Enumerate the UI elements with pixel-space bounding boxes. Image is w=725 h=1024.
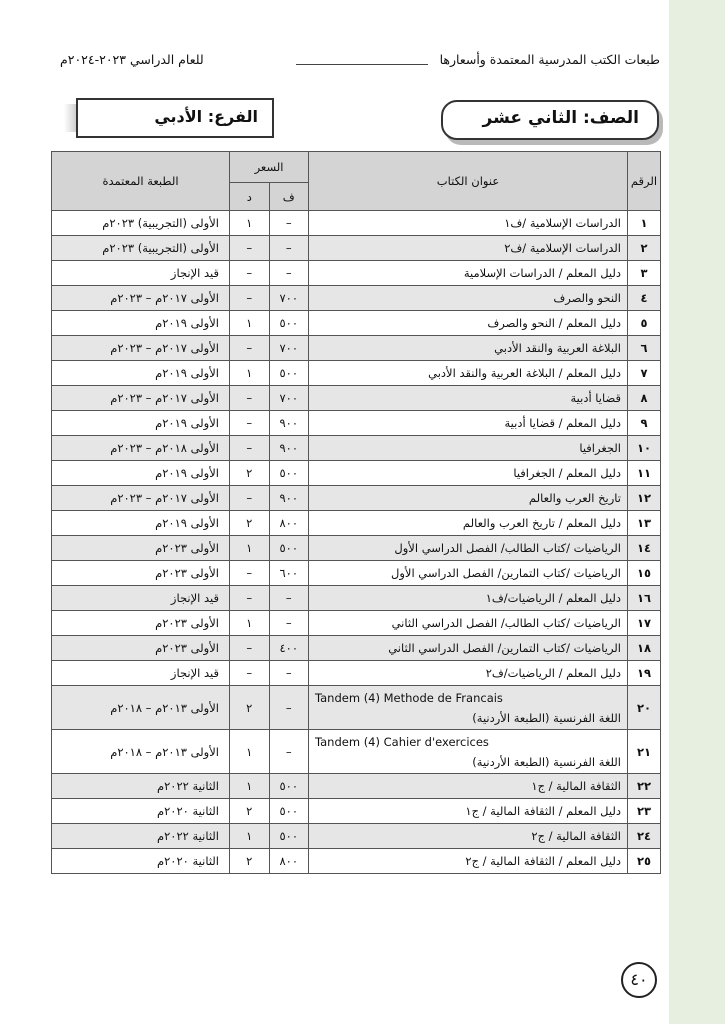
- row-title: [309, 486, 628, 511]
- row-number: ١٠: [628, 436, 661, 461]
- row-price-dinar: ٢: [230, 799, 270, 824]
- row-price-fils: ٨٠٠: [269, 849, 309, 874]
- row-price-fils: ٥٠٠: [269, 311, 309, 336]
- row-edition: الثانية ٢٠٢٠م: [52, 799, 230, 824]
- row-price-fils: –: [269, 611, 309, 636]
- row-number: ٢٤: [628, 824, 661, 849]
- row-number: ١٤: [628, 536, 661, 561]
- row-edition: الأولى ٢٠١٧م – ٢٠٢٣م: [52, 486, 230, 511]
- row-title-text: دليل المعلم / الرياضيات/ف٢: [485, 666, 621, 680]
- row-title-text: دليل المعلم / الثقافة المالية / ج١: [465, 804, 621, 818]
- header-title: طبعات الكتب المدرسية المعتمدة وأسعارها: [439, 52, 660, 67]
- table-row: [52, 774, 661, 799]
- row-number: ١٢: [628, 486, 661, 511]
- row-price-dinar: ٢: [230, 461, 270, 486]
- table-row: [52, 236, 661, 261]
- table-row: [52, 361, 661, 386]
- row-edition: الأولى ٢٠١٧م – ٢٠٢٣م: [52, 336, 230, 361]
- row-price-fils: ٧٠٠: [269, 286, 309, 311]
- row-number: ٨: [628, 386, 661, 411]
- row-number: ١٩: [628, 661, 661, 686]
- row-edition: الأولى ٢٠١٩م: [52, 411, 230, 436]
- table-row: [52, 436, 661, 461]
- row-title-text: الثقافة المالية / ج٢: [531, 829, 621, 843]
- table-row: [52, 461, 661, 486]
- row-title: [309, 611, 628, 636]
- row-price-dinar: ١: [230, 361, 270, 386]
- row-title: [309, 511, 628, 536]
- table-row: [52, 211, 661, 236]
- table-row: [52, 611, 661, 636]
- row-title-text: الدراسات الإسلامية /ف١: [504, 216, 621, 230]
- table-row: [52, 536, 661, 561]
- table-body: [52, 211, 661, 874]
- row-title: [309, 799, 628, 824]
- row-number: ٢: [628, 236, 661, 261]
- row-price-fils: ٧٠٠: [269, 386, 309, 411]
- row-title-text: البلاغة العربية والنقد الأدبي: [494, 341, 621, 355]
- row-price-fils: ٥٠٠: [269, 824, 309, 849]
- row-title-text: دليل المعلم / الرياضيات/ف١: [485, 591, 621, 605]
- row-edition: الأولى ٢٠١٩م: [52, 361, 230, 386]
- row-price-dinar: ١: [230, 211, 270, 236]
- row-number: ١٥: [628, 561, 661, 586]
- row-title: [309, 361, 628, 386]
- table-row: [52, 586, 661, 611]
- row-number: ٢٢: [628, 774, 661, 799]
- row-price-dinar: –: [230, 286, 270, 311]
- row-title: [309, 661, 628, 686]
- row-price-fils: ٥٠٠: [269, 461, 309, 486]
- row-edition: الأولى ٢٠٢٣م: [52, 536, 230, 561]
- row-number: ٤: [628, 286, 661, 311]
- header-number: الرقم: [628, 152, 661, 211]
- row-title: [309, 236, 628, 261]
- row-price-fils: ٥٠٠: [269, 774, 309, 799]
- row-price-fils: ٤٠٠: [269, 636, 309, 661]
- row-price-dinar: –: [230, 636, 270, 661]
- row-edition: الأولى ٢٠٢٣م: [52, 636, 230, 661]
- row-edition: الأولى ٢٠١٣م – ٢٠١٨م: [52, 686, 230, 730]
- row-price-dinar: ١: [230, 536, 270, 561]
- grade-label: الصف: الثاني عشر: [441, 100, 659, 140]
- header-rule: [296, 64, 428, 65]
- row-price-dinar: ١: [230, 611, 270, 636]
- row-number: ١: [628, 211, 661, 236]
- row-title-text: اللغة الفرنسية (الطبعة الأردنية): [472, 710, 621, 725]
- table-row: [52, 824, 661, 849]
- row-title: [309, 286, 628, 311]
- books-table: [51, 151, 661, 874]
- row-edition: الأولى ٢٠١٧م – ٢٠٢٣م: [52, 386, 230, 411]
- branch-label: الفرع: الأدبي: [76, 98, 274, 138]
- row-title-text: النحو والصرف: [553, 291, 621, 305]
- row-edition: الأولى ٢٠١٧م – ٢٠٢٣م: [52, 286, 230, 311]
- row-title: [309, 849, 628, 874]
- row-title-text: دليل المعلم / الجغرافيا: [513, 466, 621, 480]
- row-price-fils: –: [269, 236, 309, 261]
- row-number: ٩: [628, 411, 661, 436]
- row-price-dinar: –: [230, 486, 270, 511]
- row-number: ٥: [628, 311, 661, 336]
- row-title: [309, 536, 628, 561]
- row-title-text: الثقافة المالية / ج١: [531, 779, 621, 793]
- row-edition: الأولى ٢٠٢٣م: [52, 611, 230, 636]
- row-number: ٢٣: [628, 799, 661, 824]
- row-number: ١٧: [628, 611, 661, 636]
- row-title: [309, 824, 628, 849]
- header-fils: ف: [269, 183, 309, 211]
- row-title: [309, 311, 628, 336]
- row-price-fils: –: [269, 586, 309, 611]
- row-price-fils: –: [269, 211, 309, 236]
- row-edition: الثانية ٢٠٢٠م: [52, 849, 230, 874]
- table-row: [52, 411, 661, 436]
- table-row: [52, 561, 661, 586]
- table-row: [52, 486, 661, 511]
- row-number: ١٨: [628, 636, 661, 661]
- row-title-text: الدراسات الإسلامية /ف٢: [504, 241, 621, 255]
- row-title: [309, 336, 628, 361]
- header-year: للعام الدراسي ٢٠٢٣-٢٠٢٤م: [60, 52, 204, 67]
- row-edition: الأولى ٢٠١٩م: [52, 511, 230, 536]
- table-row: [52, 336, 661, 361]
- row-title: [309, 261, 628, 286]
- row-title: [309, 386, 628, 411]
- table-row: [52, 849, 661, 874]
- row-price-fils: –: [269, 686, 309, 730]
- row-price-dinar: –: [230, 586, 270, 611]
- row-edition: الأولى ٢٠١٨م – ٢٠٢٣م: [52, 436, 230, 461]
- row-edition: الثانية ٢٠٢٢م: [52, 774, 230, 799]
- row-price-dinar: ١: [230, 824, 270, 849]
- row-number: ٢١: [628, 730, 661, 774]
- row-price-dinar: –: [230, 236, 270, 261]
- row-title: [309, 211, 628, 236]
- row-edition: الأولى (التجريبية) ٢٠٢٣م: [52, 236, 230, 261]
- table-row: [52, 661, 661, 686]
- row-title: [309, 436, 628, 461]
- row-price-fils: –: [269, 661, 309, 686]
- row-title-latin: Tandem (4) Methode de Francais: [315, 690, 503, 705]
- row-edition: قيد الإنجاز: [52, 586, 230, 611]
- row-price-fils: ٩٠٠: [269, 486, 309, 511]
- row-title-text: تاريخ العرب والعالم: [528, 491, 621, 505]
- row-number: ١٦: [628, 586, 661, 611]
- row-title: [309, 636, 628, 661]
- row-price-fils: ٥٠٠: [269, 799, 309, 824]
- page-header: [60, 52, 660, 72]
- row-number: ٦: [628, 336, 661, 361]
- row-price-dinar: –: [230, 436, 270, 461]
- row-price-dinar: –: [230, 411, 270, 436]
- table-row: [52, 799, 661, 824]
- row-title-text: دليل المعلم / قضايا أدبية: [504, 416, 621, 430]
- row-number: ٢٥: [628, 849, 661, 874]
- row-price-dinar: –: [230, 661, 270, 686]
- row-price-fils: ٥٠٠: [269, 361, 309, 386]
- row-title-text: الرياضيات /كتاب التمارين/ الفصل الدراسي الأول: [390, 566, 621, 580]
- table-row: [52, 386, 661, 411]
- row-number: ٧: [628, 361, 661, 386]
- side-strip: [669, 0, 725, 1024]
- row-title-text: الرياضيات /كتاب التمارين/ الفصل الدراسي الثاني: [388, 641, 621, 655]
- header-title-col: عنوان الكتاب: [309, 152, 628, 211]
- row-title-text: الرياضيات /كتاب الطالب/ الفصل الدراسي الثاني: [391, 616, 621, 630]
- row-title-text: دليل المعلم / الثقافة المالية / ج٢: [465, 854, 621, 868]
- row-price-fils: ٩٠٠: [269, 411, 309, 436]
- row-price-dinar: ٢: [230, 686, 270, 730]
- row-edition: قيد الإنجاز: [52, 261, 230, 286]
- row-title-text: اللغة الفرنسية (الطبعة الأردنية): [472, 754, 621, 769]
- header-dinar: د: [230, 183, 270, 211]
- page-number: ٤٠: [621, 962, 657, 998]
- row-price-fils: ٨٠٠: [269, 511, 309, 536]
- row-title: [309, 586, 628, 611]
- table-row: [52, 261, 661, 286]
- row-title-text: دليل المعلم / تاريخ العرب والعالم: [462, 516, 621, 530]
- table-row: [52, 286, 661, 311]
- row-price-dinar: –: [230, 261, 270, 286]
- row-edition: الأولى (التجريبية) ٢٠٢٣م: [52, 211, 230, 236]
- header-edition: الطبعة المعتمدة: [52, 152, 230, 211]
- row-title: [309, 774, 628, 799]
- row-edition: الأولى ٢٠١٩م: [52, 461, 230, 486]
- row-title-text: الرياضيات /كتاب الطالب/ الفصل الدراسي الأول: [394, 541, 621, 555]
- row-price-dinar: –: [230, 561, 270, 586]
- row-number: ٢٠: [628, 686, 661, 730]
- row-title: [309, 686, 628, 730]
- row-title-text: دليل المعلم / النحو والصرف: [487, 316, 621, 330]
- row-price-fils: ٧٠٠: [269, 336, 309, 361]
- row-edition: قيد الإنجاز: [52, 661, 230, 686]
- row-price-dinar: ١: [230, 311, 270, 336]
- row-price-dinar: ٢: [230, 511, 270, 536]
- row-title: [309, 730, 628, 774]
- header-price: السعر: [230, 152, 309, 183]
- table-row: [52, 636, 661, 661]
- row-title-latin: Tandem (4) Cahier d'exercices: [315, 734, 489, 749]
- row-price-fils: ٩٠٠: [269, 436, 309, 461]
- row-edition: الأولى ٢٠١٩م: [52, 311, 230, 336]
- row-title-text: دليل المعلم / الدراسات الإسلامية: [463, 266, 621, 280]
- row-price-fils: ٦٠٠: [269, 561, 309, 586]
- row-edition: الأولى ٢٠٢٣م: [52, 561, 230, 586]
- row-edition: الأولى ٢٠١٣م – ٢٠١٨م: [52, 730, 230, 774]
- row-title-text: دليل المعلم / البلاغة العربية والنقد الأدبي: [428, 366, 621, 380]
- table-row: [52, 730, 661, 774]
- row-price-fils: –: [269, 730, 309, 774]
- row-number: ١٣: [628, 511, 661, 536]
- row-price-fils: –: [269, 261, 309, 286]
- row-title: [309, 411, 628, 436]
- row-title: [309, 561, 628, 586]
- row-number: ١١: [628, 461, 661, 486]
- row-title: [309, 461, 628, 486]
- row-edition: الثانية ٢٠٢٢م: [52, 824, 230, 849]
- row-number: ٣: [628, 261, 661, 286]
- table-row: [52, 511, 661, 536]
- row-price-dinar: –: [230, 336, 270, 361]
- row-title-text: قضايا أدبية: [570, 391, 621, 405]
- row-price-dinar: –: [230, 386, 270, 411]
- row-price-dinar: ١: [230, 774, 270, 799]
- row-price-dinar: ١: [230, 730, 270, 774]
- row-price-fils: ٥٠٠: [269, 536, 309, 561]
- row-title-text: الجغرافيا: [579, 441, 621, 455]
- table-row: [52, 311, 661, 336]
- table-row: [52, 686, 661, 730]
- row-price-dinar: ٢: [230, 849, 270, 874]
